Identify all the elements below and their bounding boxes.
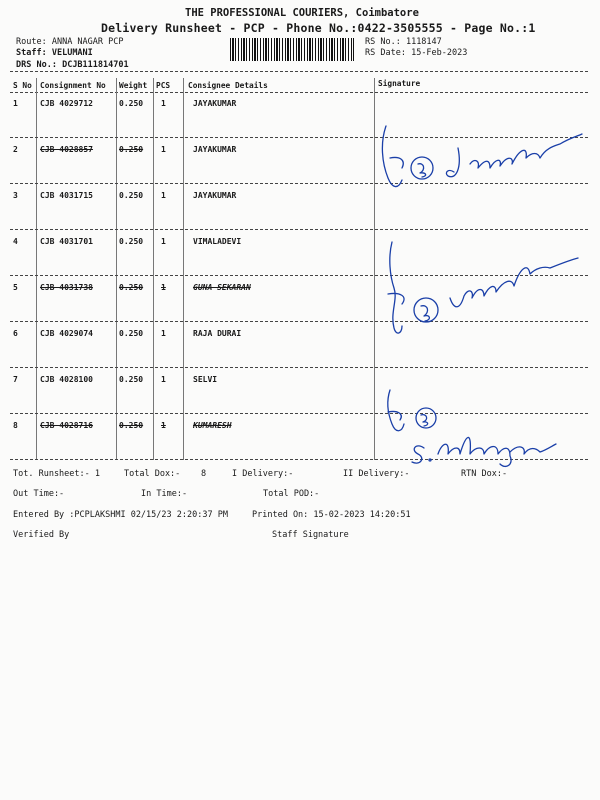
total-dox-label: Total Dox:- <box>124 469 181 479</box>
row-2-consignment: CJB 4028857 <box>40 145 93 154</box>
drs-line <box>16 60 129 70</box>
total-pod-label: Total POD:- <box>263 489 320 499</box>
col-divider <box>374 78 375 460</box>
col-header-sno: S No <box>13 81 32 90</box>
rs-no-value: 1118147 <box>405 37 442 47</box>
row-1-consignment: CJB 4029712 <box>40 99 93 108</box>
row-8-consignment: CJB 4028716 <box>40 421 93 430</box>
route-line <box>16 37 124 47</box>
row-5-pcs: 1 <box>161 283 166 292</box>
row-6-pcs: 1 <box>161 329 166 338</box>
in-time-label: In Time:- <box>141 489 188 499</box>
company-name: THE PROFESSIONAL COURIERS, Coimbatore <box>185 7 419 19</box>
signature-s-sekaran <box>380 384 560 470</box>
total-dox-value: 8 <box>201 469 207 479</box>
row-8-weight: 0.250 <box>119 421 144 430</box>
row-1-weight: 0.250 <box>119 99 144 108</box>
entered-by: Entered By :PCPLAKSHMI 02/15/23 2:20:37 PM <box>13 510 228 520</box>
col-header-signature: Signature <box>378 79 421 88</box>
row-1-consignee: JAYAKUMAR <box>193 99 237 108</box>
row-7-weight: 0.250 <box>119 375 144 384</box>
row-7-consignee: SELVI <box>193 375 218 384</box>
rs-no-line <box>365 37 442 47</box>
printed-on: Printed On: 15-02-2023 14:20:51 <box>252 510 411 520</box>
table-top-rule <box>10 71 588 72</box>
row-2-weight: 0.250 <box>119 145 144 154</box>
row-4-consignment: CJB 4031701 <box>40 237 93 246</box>
row-5-sno: 5 <box>13 283 18 292</box>
row-4-consignee: VIMALADEVI <box>193 237 242 246</box>
rs-date-line <box>365 48 467 58</box>
staff-signature-label: Staff Signature <box>272 530 349 540</box>
runsheet-title: Delivery Runsheet - PCP - Phone No.:0422-3505555 - Page No.:1 <box>101 21 536 35</box>
rs-date-label: RS Date: <box>365 48 406 58</box>
row-3-consignment: CJB 4031715 <box>40 191 93 200</box>
row-8-pcs: 1 <box>161 421 166 430</box>
signature-jaakumar <box>378 118 588 200</box>
row-2-sno: 2 <box>13 145 18 154</box>
col-divider <box>183 78 184 460</box>
rs-no-label: RS No.: <box>365 37 401 47</box>
row-rule <box>10 367 588 368</box>
ii-delivery-label: II Delivery:- <box>343 469 410 479</box>
verified-by: Verified By <box>13 530 70 540</box>
header-rule <box>10 92 588 93</box>
row-7-pcs: 1 <box>161 375 166 384</box>
row-2-pcs: 1 <box>161 145 166 154</box>
col-divider <box>36 78 37 460</box>
col-header-consignment: Consignment No <box>40 81 106 90</box>
col-header-consignee: Consignee Details <box>188 81 268 90</box>
rs-date-value: 15-Feb-2023 <box>411 48 468 58</box>
col-divider <box>116 78 117 460</box>
staff-line <box>16 48 93 58</box>
row-7-consignment: CJB 4028100 <box>40 375 93 384</box>
route-label: Route: <box>16 37 47 47</box>
col-header-weight: Weight <box>119 81 148 90</box>
row-1-pcs: 1 <box>161 99 166 108</box>
col-divider <box>153 78 154 460</box>
i-delivery-label: I Delivery:- <box>232 469 294 479</box>
row-5-weight: 0.250 <box>119 283 144 292</box>
row-6-weight: 0.250 <box>119 329 144 338</box>
row-3-consignee: JAYAKUMAR <box>193 191 237 200</box>
row-8-sno: 8 <box>13 421 18 430</box>
row-5-consignment: CJB 4031738 <box>40 283 93 292</box>
row-rule <box>10 229 588 230</box>
row-3-weight: 0.250 <box>119 191 144 200</box>
row-4-pcs: 1 <box>161 237 166 246</box>
row-4-weight: 0.250 <box>119 237 144 246</box>
row-4-sno: 4 <box>13 237 18 246</box>
staff-label: Staff: <box>16 48 47 58</box>
barcode <box>230 38 354 61</box>
row-1-sno: 1 <box>13 99 18 108</box>
signature-vimala <box>380 238 580 342</box>
row-3-sno: 3 <box>13 191 18 200</box>
route-value: ANNA NAGAR PCP <box>51 37 124 47</box>
row-5-consignee: GUNA SEKARAN <box>193 283 251 292</box>
rtn-dox-label: RTN Dox:- <box>461 469 508 479</box>
total-runsheet: Tot. Runsheet:- 1 <box>13 469 100 479</box>
row-2-consignee: JAYAKUMAR <box>193 145 237 154</box>
row-3-pcs: 1 <box>161 191 166 200</box>
out-time-label: Out Time:- <box>13 489 65 499</box>
drs-value: DCJB111814701 <box>62 60 129 70</box>
staff-value: VELUMANI <box>51 48 93 58</box>
row-8-consignee: KUMARESH <box>193 421 232 430</box>
drs-label: DRS No.: <box>16 60 57 70</box>
row-6-consignment: CJB 4029074 <box>40 329 93 338</box>
row-6-sno: 6 <box>13 329 18 338</box>
row-7-sno: 7 <box>13 375 18 384</box>
col-header-pcs: PCS <box>156 81 171 90</box>
row-6-consignee: RAJA DURAI <box>193 329 242 338</box>
